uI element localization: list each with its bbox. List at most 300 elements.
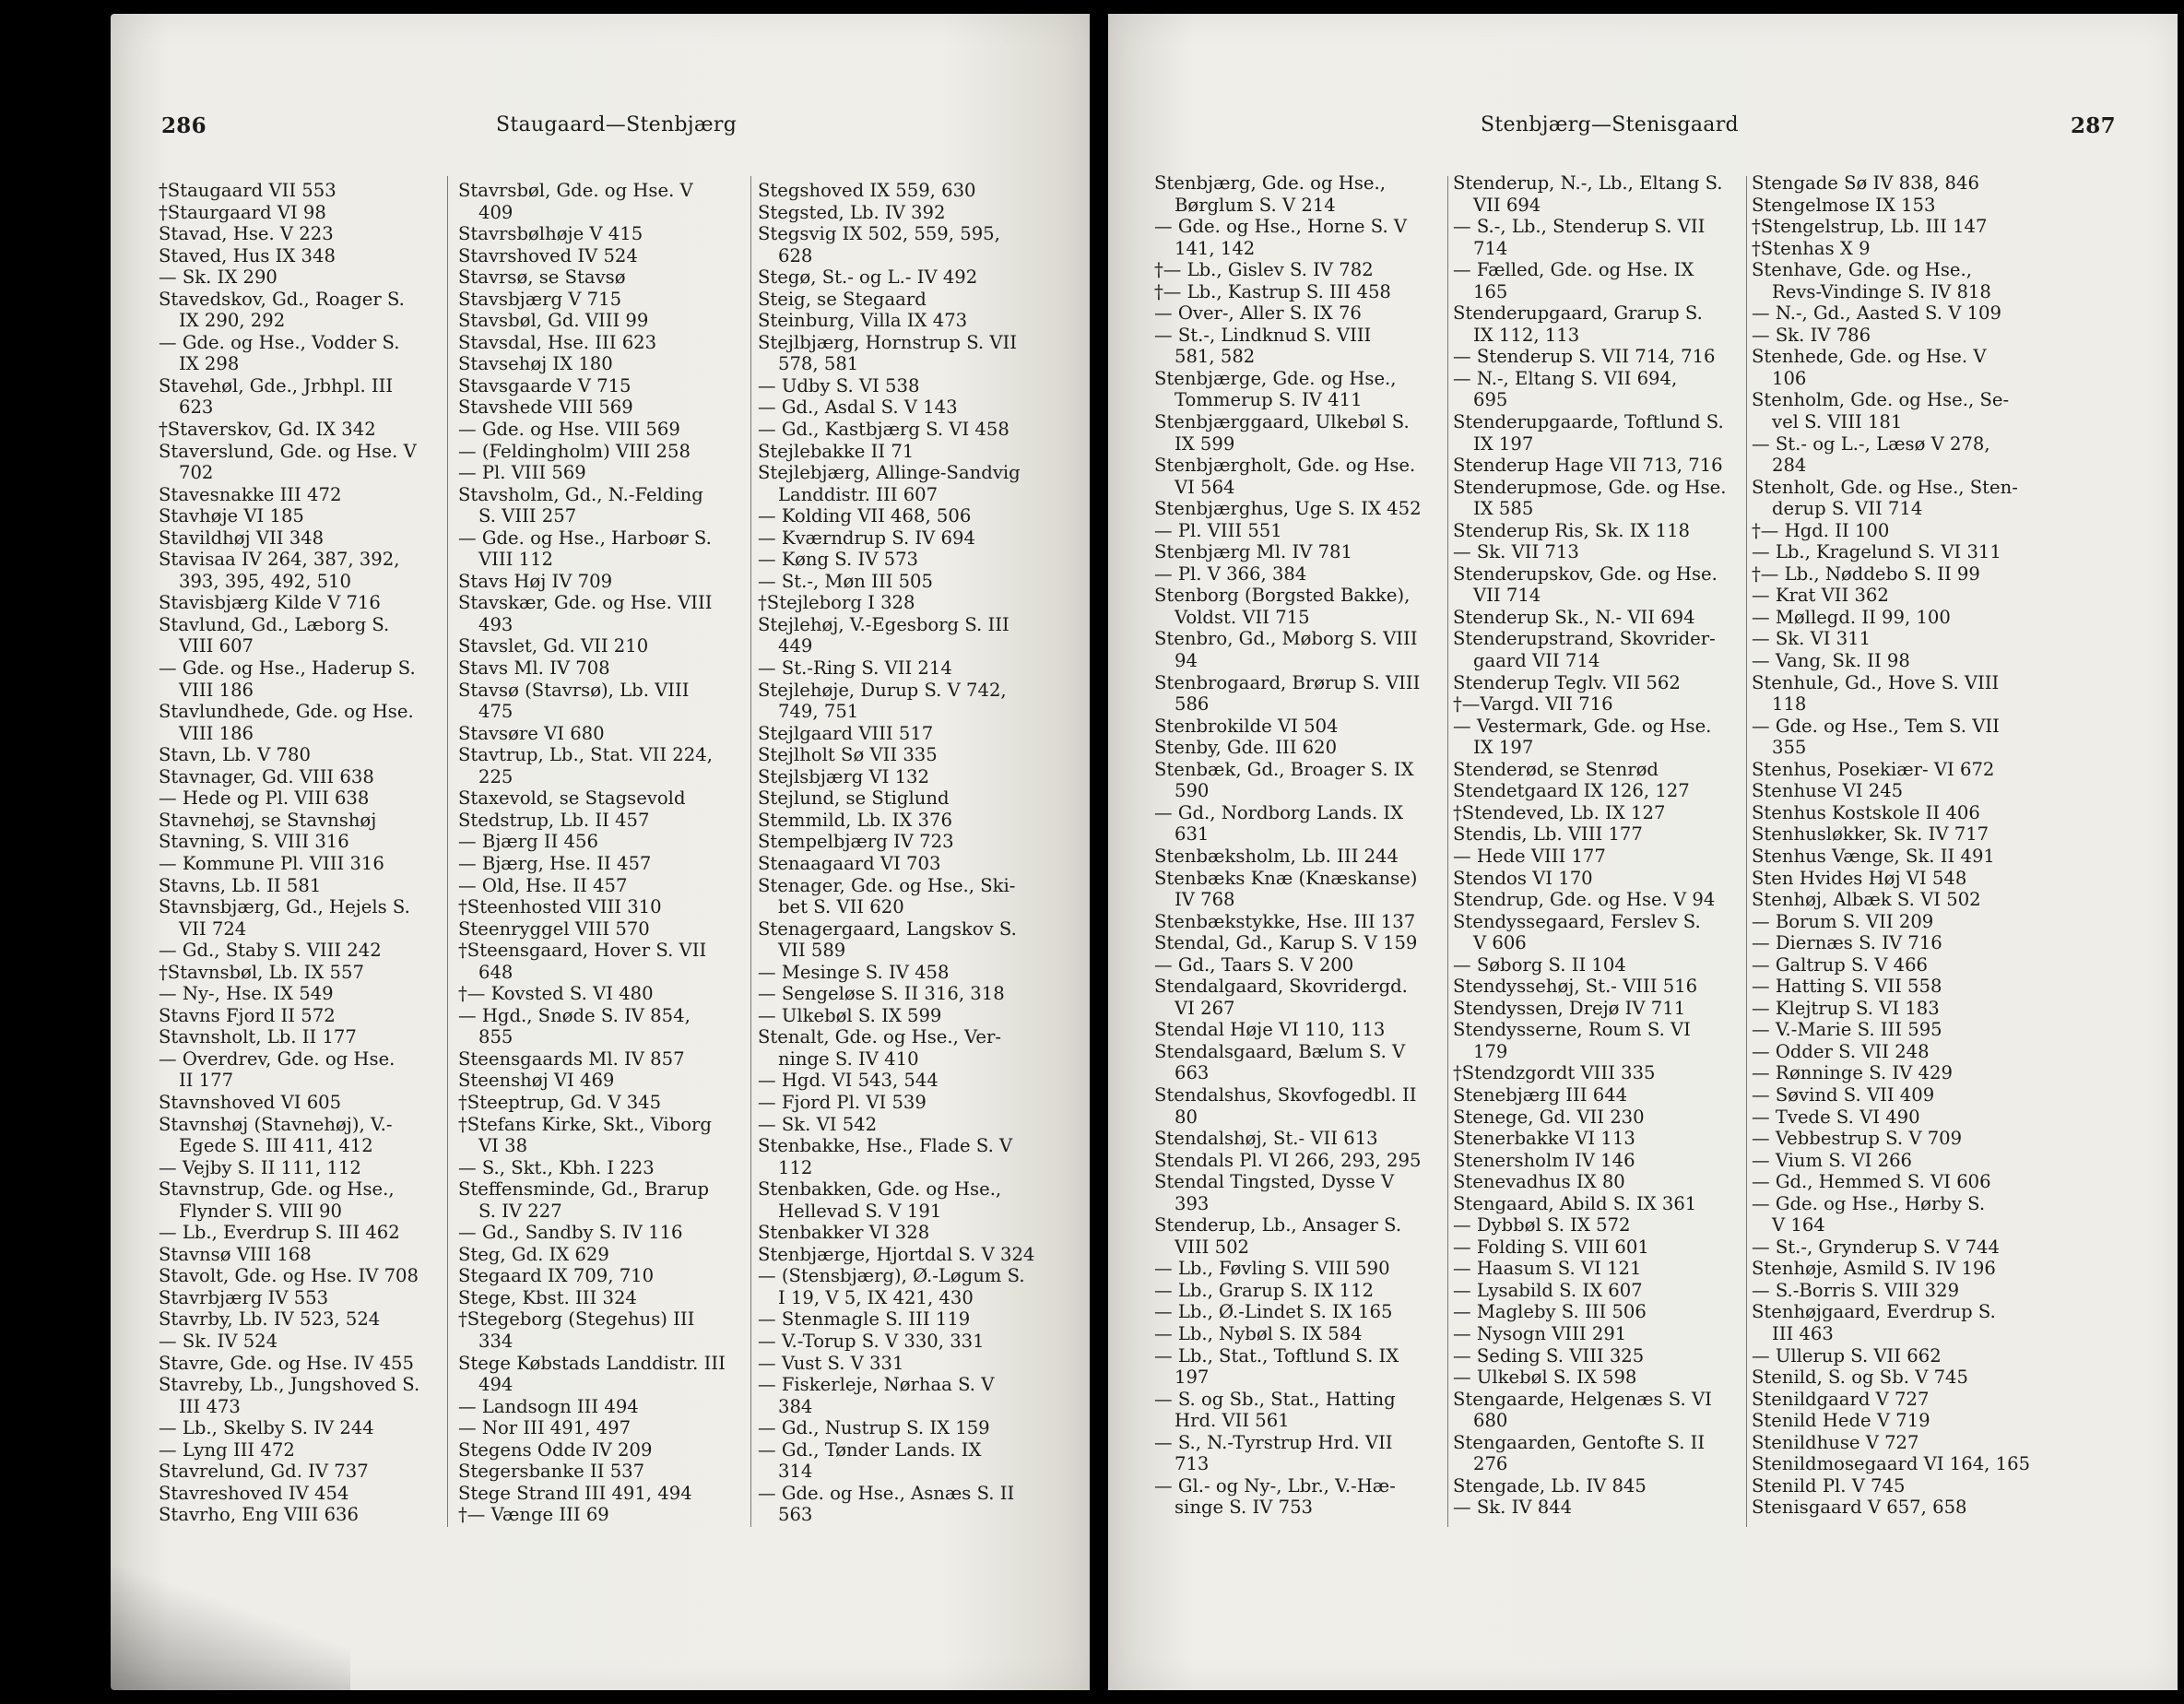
index-entry-line: II 177 (179, 1070, 234, 1092)
index-entry-line: Stavsøre VI 680 (458, 722, 605, 744)
index-entry-line: — N.-, Eltang S. VII 694, (1453, 367, 1678, 389)
index-entry-line: — S. og Sb., Stat., Hatting (1154, 1388, 1396, 1410)
index-entry-line: Stedstrup, Lb. II 457 (458, 809, 650, 831)
index-entry-line: — V.-Torup S. V 330, 331 (758, 1330, 985, 1352)
index-entry-line: Staved, Hus IX 348 (159, 244, 336, 266)
page-number: 287 (2071, 113, 2116, 138)
index-entry-line: Stegsvig IX 502, 559, 595, (758, 223, 1000, 245)
index-entry-line: IX 290, 292 (179, 310, 286, 332)
index-entry-line: Stenhuse VI 245 (1752, 780, 1904, 802)
index-entry-line: Stenbækstykke, Hse. III 137 (1154, 910, 1416, 932)
index-entry-line: — V.-Marie S. III 595 (1752, 1019, 1942, 1041)
index-entry-line: 493 (478, 613, 514, 635)
index-entry-line: — Vebbestrup S. V 709 (1752, 1128, 1963, 1150)
index-entry-line: — Gd., Taars S. V 200 (1154, 953, 1354, 976)
index-entry-line: — Gd., Nordborg Lands. IX (1154, 801, 1404, 823)
index-entry-line: Stenholm, Gde. og Hse., Se- (1752, 389, 2010, 411)
index-entry-line: †Stejleborg I 328 (758, 592, 915, 614)
index-entry-line: Stavnsbjærg, Gd., Hejels S. (159, 896, 410, 918)
index-entry-line: Stendalshøj, St.- VII 613 (1154, 1128, 1378, 1150)
index-entry-line: Stavehøl, Gde., Jrbhpl. III (159, 374, 394, 396)
index-entry-line: Stenbro, Gd., Møborg S. VIII (1154, 628, 1418, 650)
index-entry-line: — Gl.- og Ny-, Lbr., V.-Hæ- (1154, 1474, 1396, 1497)
index-entry-line: †Stegeborg (Stegehus) III (458, 1308, 695, 1331)
index-entry-line: — Gd., Staby S. VIII 242 (159, 940, 382, 962)
index-entry-line: 334 (478, 1330, 514, 1352)
index-entry-line: Stenhus Vænge, Sk. II 491 (1752, 845, 1995, 867)
index-entry-line: Stegersbanke II 537 (458, 1461, 645, 1483)
index-entry-line: Stavedskov, Gd., Roager S. (159, 288, 405, 310)
index-entry-line: — Gde. og Hse., Hørby S. (1752, 1192, 1986, 1214)
index-entry-line: Stenderup, N.-, Lb., Eltang S. (1453, 172, 1723, 194)
index-entry-line: VII 694 (1473, 194, 1541, 216)
index-entry-line: †—Vargd. VII 716 (1453, 693, 1613, 716)
index-entry-line: — Vust S. V 331 (758, 1352, 904, 1374)
index-entry-line: Stavn, Lb. V 780 (159, 744, 311, 766)
index-entry-line: Stenbjærge, Gde. og Hse., (1154, 367, 1397, 389)
index-entry-line: Stavnehøj, se Stavnshøj (159, 809, 377, 831)
index-entry-line: Staxevold, se Stagsevold (458, 787, 686, 810)
index-entry-line: — Gd., Tønder Lands. IX (758, 1438, 982, 1461)
index-entry-line: Stenhede, Gde. og Hse. V (1752, 346, 1987, 368)
index-entry-line: 563 (778, 1504, 813, 1526)
index-entry-line: — Old, Hse. II 457 (458, 874, 628, 896)
index-entry-line: — S.-, Lb., Stenderup S. VII (1453, 216, 1706, 238)
index-column-1 (159, 180, 419, 1526)
index-entry-line: 749, 751 (778, 701, 859, 723)
index-entry-line: Stavreby, Lb., Jungshoved S. (159, 1374, 420, 1396)
index-entry-line: †Stendzgordt VIII 335 (1453, 1062, 1656, 1084)
index-entry-line: Stejlehøje, Durup S. V 742, (758, 679, 1007, 701)
index-entry-line: Stavesnakke III 472 (159, 483, 342, 505)
index-entry-line: VIII 112 (478, 549, 553, 571)
index-entry-line: Steig, se Stegaard (758, 288, 927, 310)
index-entry-line: — Kværndrup S. IV 694 (758, 527, 975, 549)
index-entry-line: Stejlebjærg, Allinge-Sandvig (758, 462, 1021, 484)
index-entry-line: Stegens Odde IV 209 (458, 1438, 653, 1461)
index-entry-line: — Vejby S. II 111, 112 (159, 1156, 361, 1178)
index-entry-line: Stenbakker VI 328 (758, 1222, 930, 1244)
index-entry-line: — Søvind S. VII 409 (1752, 1083, 1935, 1106)
index-entry-line: Stavisaa IV 264, 387, 392, (159, 549, 400, 571)
index-entry-line: — Lyng III 472 (159, 1438, 295, 1461)
index-column-2 (1453, 172, 1726, 1519)
index-entry-line: — S.-Borris S. VIII 329 (1752, 1279, 1960, 1301)
index-entry-line: Stenholt, Gde. og Hse., Sten- (1752, 476, 2018, 498)
index-entry-line: †Stefans Kirke, Skt., Viborg (458, 1113, 712, 1135)
index-entry-line: Stavreshoved IV 454 (159, 1482, 349, 1504)
column-rule (750, 176, 751, 1527)
index-entry-line: gaard VII 714 (1473, 650, 1600, 672)
index-entry-line: 581, 582 (1175, 346, 1256, 368)
index-entry-line: vel S. VIII 181 (1772, 411, 1903, 433)
index-entry-line: — Nor III 491, 497 (458, 1417, 632, 1439)
index-entry-line: Egede S. III 411, 412 (179, 1135, 373, 1157)
index-entry-line: Stavsehøj IX 180 (458, 353, 613, 375)
index-entry-line: Voldst. VII 715 (1175, 606, 1310, 628)
index-entry-line: Stege Købstads Landdistr. III (458, 1352, 726, 1374)
index-entry-line: — Landsogn III 494 (458, 1395, 639, 1417)
index-entry-line: Stejlehøj, V.-Egesborg S. III (758, 613, 1009, 635)
index-entry-line: Stavs Ml. IV 708 (458, 657, 610, 680)
index-entry-line: Stenildmosegaard VI 164, 165 (1752, 1453, 2031, 1475)
index-entry-line: Stenderød, se Stenrød (1453, 758, 1659, 780)
index-entry-line: VI 267 (1175, 997, 1235, 1019)
index-entry-line: Stavsgaarde V 715 (458, 374, 632, 396)
running-head: Stenbjærg—Stenisgaard (1481, 113, 1739, 136)
index-entry-line: — S., N.-Tyrstrup Hrd. VII (1154, 1431, 1393, 1453)
index-entry-line: 590 (1175, 780, 1210, 802)
index-entry-line: — Lb., Nybøl S. IX 584 (1154, 1322, 1363, 1344)
index-entry-line: 648 (478, 961, 514, 983)
index-entry-line: Stenderupgaarde, Toftlund S. (1453, 411, 1724, 433)
index-entry-line: III 473 (179, 1395, 241, 1417)
index-entry-line: Stenhave, Gde. og Hse., (1752, 259, 1972, 281)
index-entry-line: 314 (778, 1461, 813, 1483)
index-entry-line: 118 (1772, 693, 1807, 716)
index-entry-line: — Gde. og Hse., Haderup S. (159, 657, 416, 680)
index-entry-line: Stenild Hede V 719 (1752, 1410, 1930, 1432)
index-entry-line: — Sk. IX 290 (159, 266, 277, 289)
index-entry-line: Stavshede VIII 569 (458, 396, 633, 419)
index-entry-line: Stavnstrup, Gde. og Hse., (159, 1178, 395, 1201)
index-column-3 (1752, 172, 2030, 1519)
index-entry-line: Stavsdal, Hse. III 623 (458, 331, 657, 353)
index-entry-line: Stenbjærge, Hjortdal S. V 324 (758, 1243, 1035, 1265)
index-entry-line: Stengade Sø IV 838, 846 (1752, 172, 1979, 194)
index-entry-line: Stenhøjgaard, Everdrup S. (1752, 1301, 1996, 1323)
index-entry-line: — Pl. VIII 569 (458, 462, 586, 484)
index-entry-line: Stenevadhus IX 80 (1453, 1171, 1625, 1193)
index-entry-line: — Lb., Kragelund S. VI 311 (1752, 541, 2001, 563)
index-entry-line: Børglum S. V 214 (1175, 194, 1336, 216)
index-entry-line: Stendrup, Gde. og Hse. V 94 (1453, 889, 1716, 911)
index-entry-line: Stavrby, Lb. IV 523, 524 (159, 1308, 381, 1331)
index-entry-line: derup S. VII 714 (1772, 498, 1923, 520)
index-entry-line: — Borum S. VII 209 (1752, 910, 1934, 932)
index-entry-line: — Kommune Pl. VIII 316 (159, 852, 384, 874)
index-entry-line: Stavslet, Gd. VII 210 (458, 635, 649, 657)
index-entry-line: Stavrelund, Gd. IV 737 (159, 1461, 369, 1483)
index-entry-line: — Sengeløse S. II 316, 318 (758, 983, 1005, 1005)
index-entry-line: †— Lb., Gislev S. IV 782 (1154, 259, 1374, 281)
index-entry-line: 475 (478, 701, 514, 723)
index-entry-line: — Bjærg, Hse. II 457 (458, 852, 652, 874)
index-entry-line: Stendalshus, Skovfogedbl. II (1154, 1083, 1417, 1106)
index-entry-line: †— Lb., Nøddebo S. II 99 (1752, 562, 1980, 585)
index-entry-line: — Lb., Everdrup S. III 462 (159, 1222, 400, 1244)
index-entry-line: Stenderup Ris, Sk. IX 118 (1453, 519, 1691, 541)
index-entry-line: Stenild Pl. V 745 (1752, 1474, 1906, 1497)
index-entry-line: †— Vænge III 69 (458, 1504, 609, 1526)
index-entry-line: Stendysserne, Roum S. VI (1453, 1019, 1691, 1041)
index-entry-line: Flynder S. VIII 90 (179, 1200, 342, 1222)
index-entry-line: Stavildhøj VII 348 (159, 527, 325, 549)
index-entry-line: IV 768 (1175, 889, 1235, 911)
index-entry-line: — Nysogn VIII 291 (1453, 1322, 1627, 1344)
index-entry-line: Stenhus, Posekiær- VI 672 (1752, 758, 1995, 780)
index-entry-line: Stavnsholt, Lb. II 177 (159, 1026, 357, 1048)
index-entry-line: — Søborg S. II 104 (1453, 953, 1626, 976)
index-entry-line: Stenhusløkker, Sk. IV 717 (1752, 823, 1989, 846)
index-entry-line: 702 (179, 462, 214, 484)
index-entry-line: Stendetgaard IX 126, 127 (1453, 780, 1690, 802)
index-entry-line: Stavsbøl, Gd. VIII 99 (458, 310, 649, 332)
index-entry-line: 663 (1175, 1062, 1210, 1084)
index-entry-line: 80 (1175, 1106, 1198, 1128)
index-entry-line: — Gd., Sandby S. IV 116 (458, 1222, 683, 1244)
index-entry-line: Stendis, Lb. VIII 177 (1453, 823, 1643, 846)
index-entry-line: — Seding S. VIII 325 (1453, 1344, 1645, 1367)
index-entry-line: Stendal Høje VI 110, 113 (1154, 1019, 1386, 1041)
index-entry-line: 628 (778, 244, 813, 266)
index-entry-line: 631 (1175, 823, 1210, 846)
index-entry-line: Steensgaards Ml. IV 857 (458, 1047, 685, 1070)
index-entry-line: Staverslund, Gde. og Hse. V (159, 440, 417, 462)
index-entry-line: Stenhøj, Albæk S. VI 502 (1752, 889, 1981, 911)
index-entry-line: Stenderupmose, Gde. og Hse. (1453, 476, 1727, 498)
index-entry-line: V 606 (1473, 932, 1527, 954)
index-entry-line: Stenege, Gd. VII 230 (1453, 1106, 1645, 1128)
index-entry-line: Stenildhuse V 727 (1752, 1431, 1919, 1453)
index-entry-line: — (Feldingholm) VIII 258 (458, 440, 691, 462)
index-entry-line: — Pl. VIII 551 (1154, 519, 1282, 541)
index-entry-line: Stejlholt Sø VII 335 (758, 744, 938, 766)
index-entry-line: Stendyssegaard, Ferslev S. (1453, 910, 1701, 932)
index-entry-line: Stendyssen, Drejø IV 711 (1453, 997, 1686, 1019)
index-entry-line: Stejlsbjærg VI 132 (758, 765, 929, 787)
index-column-2 (458, 180, 726, 1526)
index-entry-line: Stavisbjærg Kilde V 716 (159, 592, 381, 614)
index-entry-line: S. VIII 257 (478, 505, 577, 527)
index-entry-line: †Steeptrup, Gd. V 345 (458, 1091, 662, 1113)
index-entry-line: — N.-, Gd., Aasted S. V 109 (1752, 302, 2001, 325)
index-entry-line: — Galtrup S. V 466 (1752, 953, 1929, 976)
index-entry-line: — Gd., Nustrup S. IX 159 (758, 1417, 990, 1439)
index-entry-line: IX 599 (1175, 432, 1235, 455)
index-entry-line: Stavlundhede, Gde. og Hse. (159, 701, 414, 723)
index-entry-line: Stenaagaard VI 703 (758, 852, 941, 874)
index-entry-line: — Diernæs S. IV 716 (1752, 932, 1942, 954)
index-entry-line: — Gd., Hemmed S. VI 606 (1752, 1171, 1991, 1193)
index-entry-line: — (Stensbjærg), Ø.-Løgum S. (758, 1265, 1025, 1287)
index-entry-line: 94 (1175, 650, 1198, 672)
index-entry-line: Steinburg, Villa IX 473 (758, 310, 968, 332)
index-entry-line: 197 (1175, 1367, 1210, 1389)
index-entry-line: — Sk. IV 786 (1752, 324, 1871, 346)
index-entry-line: — Udby S. VI 538 (758, 374, 920, 396)
index-entry-line: — Lb., Skelby S. IV 244 (159, 1417, 374, 1439)
index-entry-line: Stendalsgaard, Bælum S. V (1154, 1040, 1406, 1062)
index-entry-line: — Hgd., Snøde S. IV 854, (458, 1004, 691, 1026)
index-entry-line: — Vang, Sk. II 98 (1752, 650, 1910, 672)
index-entry-line: — Lysabild S. IX 607 (1453, 1279, 1643, 1301)
index-entry-line: — Folding S. VIII 601 (1453, 1236, 1649, 1258)
index-entry-line: †— Kovsted S. VI 480 (458, 983, 654, 1005)
index-entry-line: †Staverskov, Gd. IX 342 (159, 419, 376, 441)
index-entry-line: Stavns, Lb. II 581 (159, 874, 322, 896)
index-entry-line: 586 (1175, 693, 1210, 716)
index-entry-line: Stendal, Gd., Karup S. V 159 (1154, 932, 1418, 954)
index-entry-line: 384 (778, 1395, 813, 1417)
index-entry-line: Stenderupgaard, Grarup S. (1453, 302, 1703, 325)
index-entry-line: Stenebjærg III 644 (1453, 1083, 1628, 1106)
index-entry-line: — Gde. og Hse., Harboør S. (458, 527, 712, 549)
index-entry-line: Stenbjærg, Gde. og Hse., (1154, 172, 1386, 194)
index-entry-line: Stengelmose IX 153 (1752, 194, 1936, 216)
index-entry-line: VIII 186 (179, 679, 254, 701)
index-entry-line: III 463 (1772, 1322, 1834, 1344)
index-entry-line: Stenborg (Borgsted Bakke), (1154, 585, 1411, 607)
index-entry-line: 355 (1772, 737, 1807, 759)
index-entry-line: Stenisgaard V 657, 658 (1752, 1497, 1967, 1519)
index-entry-line: Stege Strand III 491, 494 (458, 1482, 692, 1504)
index-entry-line: 695 (1473, 389, 1508, 411)
index-entry-line: — Hgd. VI 543, 544 (758, 1070, 939, 1092)
index-entry-line: — Mesinge S. IV 458 (758, 961, 950, 983)
index-entry-line: Stenbjærgholt, Gde. og Hse. (1154, 455, 1416, 477)
index-entry-line: Stejlebakke II 71 (758, 440, 915, 462)
index-entry-line: IX 298 (179, 353, 240, 375)
index-entry-line: — Magleby S. III 506 (1453, 1301, 1647, 1323)
left-page (111, 14, 1090, 1690)
index-entry-line: Sten Hvides Høj VI 548 (1752, 867, 1967, 889)
index-entry-line: ninge S. IV 410 (778, 1047, 919, 1070)
right-page (1108, 14, 2178, 1690)
index-entry-line: IX 585 (1473, 498, 1534, 520)
index-entry-line: Stejlbjærg, Hornstrup S. VII (758, 331, 1017, 353)
index-entry-line: VII 714 (1473, 585, 1541, 607)
index-entry-line: — Gde. og Hse., Tem S. VII (1752, 715, 2000, 737)
index-entry-line: — Bjærg II 456 (458, 831, 598, 853)
index-entry-line: — Gde. og Hse., Horne S. V (1154, 216, 1408, 238)
index-entry-line: — Gde. og Hse. VIII 569 (458, 419, 680, 441)
index-entry-line: Stemmild, Lb. IX 376 (758, 809, 952, 831)
index-entry-line: Stenbæk, Gd., Broager S. IX (1154, 758, 1414, 780)
index-entry-line: Stavs Høj IV 709 (458, 570, 613, 592)
index-entry-line: Stenbjærghus, Uge S. IX 452 (1154, 498, 1422, 520)
index-entry-line: Stavolt, Gde. og Hse. IV 708 (159, 1265, 419, 1287)
index-entry-line: — Sk. IV 524 (159, 1330, 278, 1352)
index-entry-line: — St.- og L.-, Læsø V 278, (1752, 432, 1990, 455)
index-entry-line: 494 (478, 1374, 514, 1396)
index-entry-line: Stengaarde, Helgenæs S. VI (1453, 1388, 1712, 1410)
index-entry-line: Stenbæksholm, Lb. III 244 (1154, 845, 1399, 867)
index-entry-line: †— Lb., Kastrup S. III 458 (1154, 280, 1391, 302)
column-rule (1447, 176, 1448, 1527)
index-entry-line: Stenhule, Gd., Hove S. VIII (1752, 671, 2000, 693)
index-entry-line: Stenbakke, Hse., Flade S. V (758, 1135, 1013, 1157)
index-entry-line: Stege, Kbst. III 324 (458, 1286, 637, 1308)
index-entry-line: — Køng S. IV 573 (758, 549, 918, 571)
index-entry-line: Stenerbakke VI 113 (1453, 1128, 1635, 1150)
index-entry-line: Stenderup Sk., N.- VII 694 (1453, 606, 1695, 628)
index-entry-line: — Hede og Pl. VIII 638 (159, 787, 370, 810)
index-entry-line: †— Hgd. II 100 (1752, 519, 1890, 541)
index-entry-line: singe S. IV 753 (1175, 1497, 1314, 1519)
index-column-3 (758, 180, 1034, 1526)
index-entry-line: IX 112, 113 (1473, 324, 1580, 346)
index-entry-line: IX 197 (1473, 432, 1534, 455)
index-entry-line: Stavtrup, Lb., Stat. VII 224, (458, 744, 713, 766)
index-entry-line: VI 564 (1175, 476, 1235, 498)
index-entry-line: — Dybbøl S. IX 572 (1453, 1214, 1631, 1237)
index-entry-line: — Sk. VII 713 (1453, 541, 1579, 563)
index-entry-line: Stenby, Gde. III 620 (1154, 737, 1338, 759)
index-entry-line: Stengade, Lb. IV 845 (1453, 1474, 1647, 1497)
index-entry-line: Stendals Pl. VI 266, 293, 295 (1154, 1149, 1422, 1171)
index-entry-line: Stavskær, Gde. og Hse. VIII (458, 592, 713, 614)
index-entry-line: Stavnshøj (Stavnehøj), V.- (159, 1113, 393, 1135)
index-entry-line: — Sk. VI 311 (1752, 628, 1871, 650)
index-entry-line: — S., Skt., Kbh. I 223 (458, 1156, 655, 1178)
index-entry-line: †Staugaard VII 553 (159, 180, 336, 201)
index-entry-line: Stavhøje VI 185 (159, 505, 304, 527)
index-entry-line: — Lb., Føvling S. VIII 590 (1154, 1258, 1390, 1280)
index-entry-line: †Stenhas X 9 (1752, 237, 1871, 259)
index-entry-line: VIII 502 (1175, 1236, 1249, 1258)
index-entry-line: Stenbrogaard, Brørup S. VIII (1154, 671, 1421, 693)
index-entry-line: — St.-, Lindknud S. VIII (1154, 324, 1372, 346)
index-entry-line: Steenryggel VIII 570 (458, 917, 650, 940)
index-entry-line: 713 (1175, 1453, 1210, 1475)
index-entry-line: VIII 186 (179, 722, 254, 744)
index-entry-line: Stenderupskov, Gde. og Hse. (1453, 562, 1718, 585)
index-entry-line: — Tvede S. VI 490 (1752, 1106, 1920, 1128)
index-entry-line: — St.-Ring S. VII 214 (758, 657, 952, 680)
index-entry-line: 623 (179, 396, 214, 419)
index-entry-line: — Ulkebøl S. IX 599 (758, 1004, 942, 1026)
page-number: 286 (161, 113, 207, 138)
index-entry-line: — Lb., Stat., Toftlund S. IX (1154, 1344, 1399, 1367)
index-entry-line: Stenhus Kostskole II 406 (1752, 801, 1980, 823)
index-entry-line: VII 724 (179, 917, 247, 940)
running-head: Staugaard—Stenbjærg (496, 113, 738, 136)
index-entry-line: — Vium S. VI 266 (1752, 1149, 1913, 1171)
index-entry-line: 714 (1473, 237, 1508, 259)
index-entry-line: Stavns Fjord II 572 (159, 1004, 336, 1026)
index-entry-line: I 19, V 5, IX 421, 430 (778, 1286, 974, 1308)
index-entry-line: — Gd., Kastbjærg S. VI 458 (758, 419, 1009, 441)
index-column-1 (1154, 172, 1422, 1519)
index-entry-line: Stenalt, Gde. og Hse., Ver- (758, 1026, 1001, 1048)
index-entry-line: Stenbjærggaard, Ulkebøl S. (1154, 411, 1410, 433)
index-entry-line: Stendal Tingsted, Dysse V (1154, 1171, 1395, 1193)
index-entry-line: Steg, Gd. IX 629 (458, 1243, 609, 1265)
index-entry-line: Stenderupstrand, Skovrider- (1453, 628, 1716, 650)
column-rule (1746, 176, 1747, 1527)
index-entry-line: — St.-, Møn III 505 (758, 570, 933, 592)
index-entry-line: Stenderup, Lb., Ansager S. (1154, 1214, 1402, 1237)
index-entry-line: †Stengelstrup, Lb. III 147 (1752, 216, 1988, 238)
index-entry-line: Stengaarden, Gentofte S. II (1453, 1431, 1706, 1453)
index-entry-line: Stavsholm, Gd., N.-Felding (458, 483, 703, 505)
index-entry-line: Steenshøj VI 469 (458, 1070, 615, 1092)
index-entry-line: Stavre, Gde. og Hse. IV 455 (159, 1352, 414, 1374)
index-entry-line: 165 (1473, 280, 1508, 302)
index-entry-line: — Odder S. VII 248 (1752, 1040, 1930, 1062)
index-entry-line: Stavnsø VIII 168 (159, 1243, 312, 1265)
index-entry-line: Stavad, Hse. V 223 (159, 223, 334, 245)
index-entry-line: — St.-, Grynderup S. V 744 (1752, 1236, 2000, 1258)
index-entry-line: Stempelbjærg IV 723 (758, 831, 954, 853)
index-entry-line: †Stendeved, Lb. IX 127 (1453, 801, 1666, 823)
index-entry-line: Revs-Vindinge S. IV 818 (1772, 280, 1991, 302)
index-entry-line: Tommerup S. IV 411 (1175, 389, 1363, 411)
index-entry-line: Stendos VI 170 (1453, 867, 1593, 889)
index-entry-line: — Hatting S. VII 558 (1752, 976, 1942, 998)
index-entry-line: 449 (778, 635, 813, 657)
